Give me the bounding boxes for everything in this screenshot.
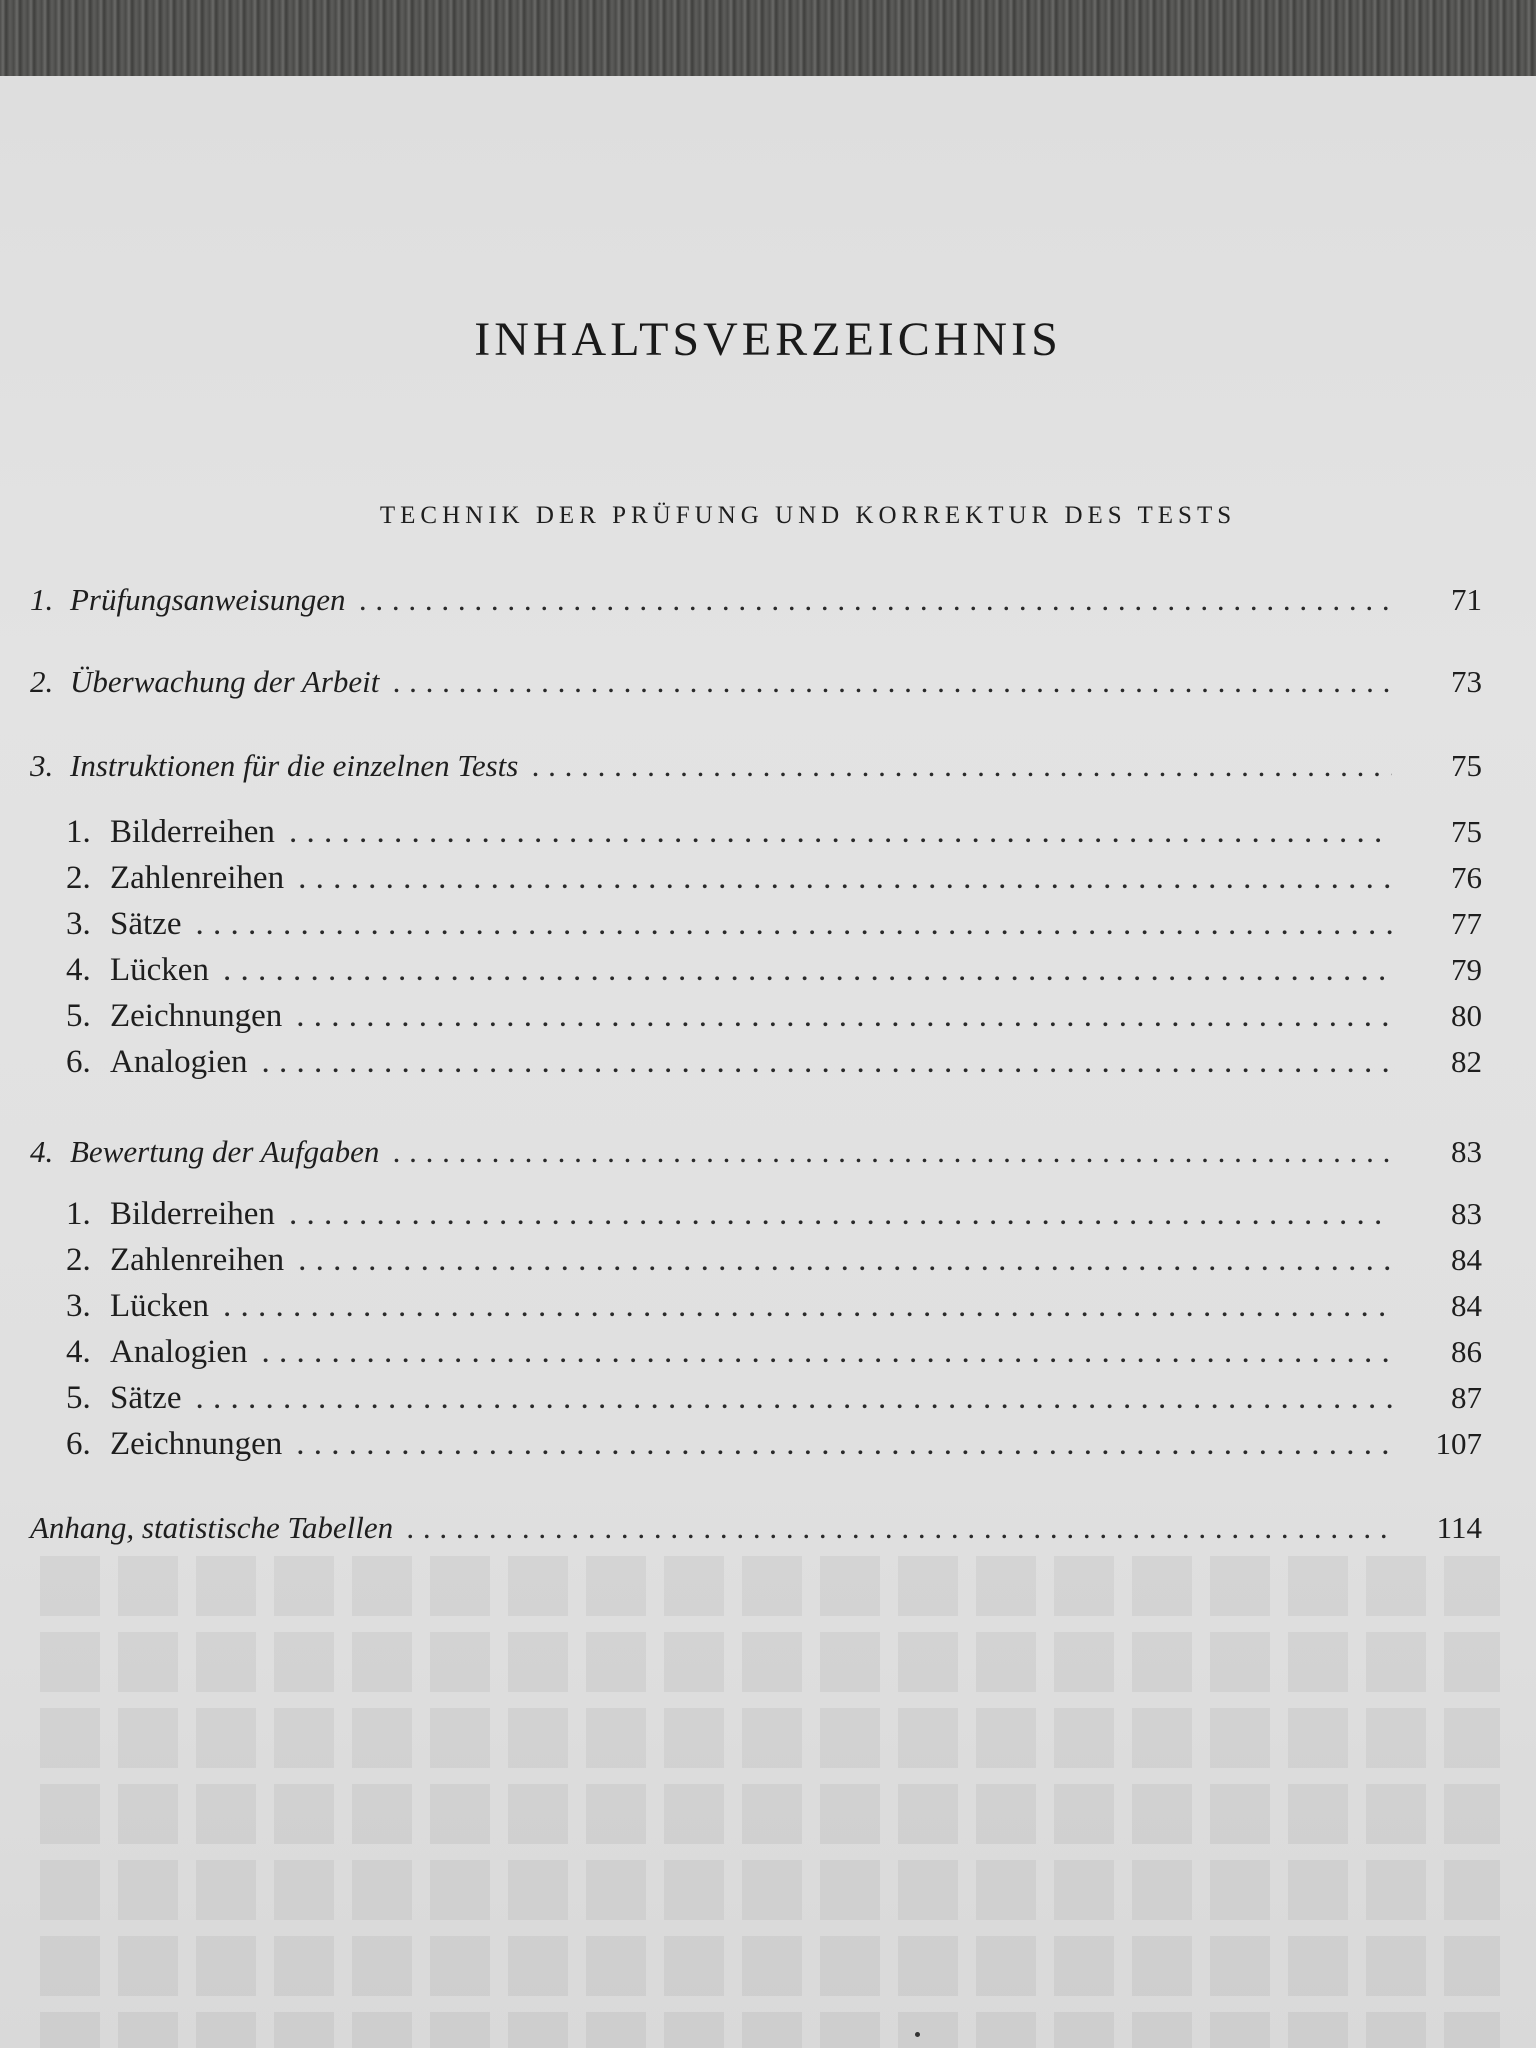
toc-entry-number: 2. <box>30 664 54 699</box>
toc-subentry-label <box>66 1426 296 1463</box>
leader-dots <box>296 1426 1392 1463</box>
toc-subentry-title: Bilderreihen <box>110 814 275 850</box>
toc-entry[interactable] <box>30 582 1482 618</box>
toc-entry-title: Überwachung der Arbeit <box>70 664 380 699</box>
toc-subentry-label <box>66 1196 289 1233</box>
toc-subentry-number: 3. <box>66 906 91 942</box>
toc-page-number: 83 <box>1451 1196 1482 1231</box>
toc-appendix-entry[interactable] <box>30 1510 1482 1546</box>
leader-dots <box>532 748 1392 784</box>
toc-entry-number: 1. <box>30 582 54 617</box>
toc-subentry-number: 1. <box>66 814 91 850</box>
leader-dots <box>195 1380 1392 1417</box>
toc-subentry-label <box>66 998 296 1035</box>
toc-subentry-number: 4. <box>66 1334 91 1370</box>
toc-page-number: 84 <box>1451 1242 1482 1277</box>
toc-subentry-title: Lücken <box>110 952 209 988</box>
toc-entry-label <box>30 1134 393 1170</box>
toc-page-number: 107 <box>1435 1426 1482 1461</box>
toc-subentry-number: 5. <box>66 1380 91 1416</box>
leader-dots <box>393 664 1392 700</box>
toc-subentry[interactable] <box>66 906 1482 943</box>
toc-subentry-number: 3. <box>66 1288 91 1324</box>
toc-subentry[interactable] <box>66 814 1482 851</box>
toc-page-number: 79 <box>1451 952 1482 987</box>
toc-entry-title: Instruktionen für die einzelnen Tests <box>70 748 519 783</box>
toc-subentry[interactable] <box>66 860 1482 897</box>
toc-subentry-title: Sätze <box>110 1380 182 1416</box>
toc-entry-number: 4. <box>30 1134 54 1169</box>
section-heading: TECHNIK DER PRÜFUNG UND KORREKTUR DES TESTS <box>379 502 1237 529</box>
leader-dots <box>360 582 1392 618</box>
toc-page-number: 71 <box>1451 582 1482 617</box>
toc-subentry-title: Zahlenreihen <box>110 860 285 896</box>
toc-entry-title: Bewertung der Aufgaben <box>70 1134 380 1169</box>
toc-page-number: 83 <box>1451 1134 1482 1169</box>
toc-page-number: 84 <box>1451 1288 1482 1323</box>
toc-subentry-label <box>66 952 223 989</box>
toc-subentry[interactable] <box>66 1380 1482 1417</box>
toc-subentry-label <box>66 1044 261 1081</box>
leader-dots <box>195 906 1392 943</box>
toc-subentry-number: 4. <box>66 952 91 988</box>
toc-page-number: 77 <box>1451 906 1482 941</box>
leader-dots <box>393 1134 1392 1170</box>
leader-dots <box>289 814 1392 851</box>
toc-subentry-title: Zeichnungen <box>110 998 283 1034</box>
background-wood-surface <box>0 0 1536 86</box>
leader-dots <box>261 1044 1392 1081</box>
toc-subentry-title: Bilderreihen <box>110 1196 275 1232</box>
toc-entry-number: 3. <box>30 748 54 783</box>
toc-subentry-title: Sätze <box>110 906 182 942</box>
toc-subentry-number: 5. <box>66 998 91 1034</box>
toc-page-number: 114 <box>1436 1510 1482 1545</box>
toc-entry-title: Prüfungsanweisungen <box>70 582 346 617</box>
toc-subentry-number: 6. <box>66 1044 91 1080</box>
toc-subentry-title: Zeichnungen <box>110 1426 283 1462</box>
toc-page-number: 76 <box>1451 860 1482 895</box>
leader-dots <box>298 1242 1392 1279</box>
toc-subentry[interactable] <box>66 998 1482 1035</box>
toc-subentry-title: Analogien <box>110 1334 248 1370</box>
toc-subentry[interactable] <box>66 1044 1482 1081</box>
toc-subentry-label <box>66 814 289 851</box>
toc-subentry[interactable] <box>66 1426 1482 1463</box>
leader-dots <box>407 1510 1392 1546</box>
toc-entry-title: Anhang, statistische Tabellen <box>30 1510 394 1545</box>
leader-dots <box>296 998 1392 1035</box>
leader-dots <box>261 1334 1392 1371</box>
toc-subentry-label <box>66 860 298 897</box>
paper-speck <box>915 2032 920 2037</box>
toc-subentry-label <box>66 906 195 943</box>
toc-subentry-number: 1. <box>66 1196 91 1232</box>
leader-dots <box>223 952 1392 989</box>
toc-subentry[interactable] <box>66 1242 1482 1279</box>
leader-dots <box>289 1196 1392 1233</box>
toc-page-number: 87 <box>1451 1380 1482 1415</box>
toc-entry-label <box>30 582 360 618</box>
toc-subentry[interactable] <box>66 1334 1482 1371</box>
toc-subentry-number: 6. <box>66 1426 91 1462</box>
leader-dots <box>298 860 1392 897</box>
toc-subentry-title: Lücken <box>110 1288 209 1324</box>
book-page <box>0 76 1536 2048</box>
toc-subentry-label <box>66 1334 261 1371</box>
toc-subentry-number: 2. <box>66 1242 91 1278</box>
toc-subentry-label <box>66 1288 223 1325</box>
toc-subentry-number: 2. <box>66 860 91 896</box>
toc-subentry-title: Zahlenreihen <box>110 1242 285 1278</box>
leader-dots <box>223 1288 1392 1325</box>
toc-subentry[interactable] <box>66 1288 1482 1325</box>
toc-subentry-label <box>66 1242 298 1279</box>
page-title: INHALTSVERZEICHNIS <box>474 313 1062 366</box>
toc-page-number: 75 <box>1451 814 1482 849</box>
toc-entry[interactable] <box>30 748 1482 784</box>
toc-entry-label <box>30 664 393 700</box>
toc-subentry-label <box>66 1380 195 1417</box>
toc-page-number: 82 <box>1451 1044 1482 1079</box>
toc-entry-label <box>30 748 532 784</box>
toc-subentry-title: Analogien <box>110 1044 248 1080</box>
table-of-contents <box>0 76 1536 2048</box>
toc-page-number: 73 <box>1451 664 1482 699</box>
toc-page-number: 80 <box>1451 998 1482 1033</box>
toc-entry[interactable] <box>30 1134 1482 1170</box>
toc-subentry[interactable] <box>66 952 1482 989</box>
toc-page-number: 86 <box>1451 1334 1482 1369</box>
toc-entry[interactable] <box>30 664 1482 700</box>
toc-subentry[interactable] <box>66 1196 1482 1233</box>
toc-page-number: 75 <box>1451 748 1482 783</box>
